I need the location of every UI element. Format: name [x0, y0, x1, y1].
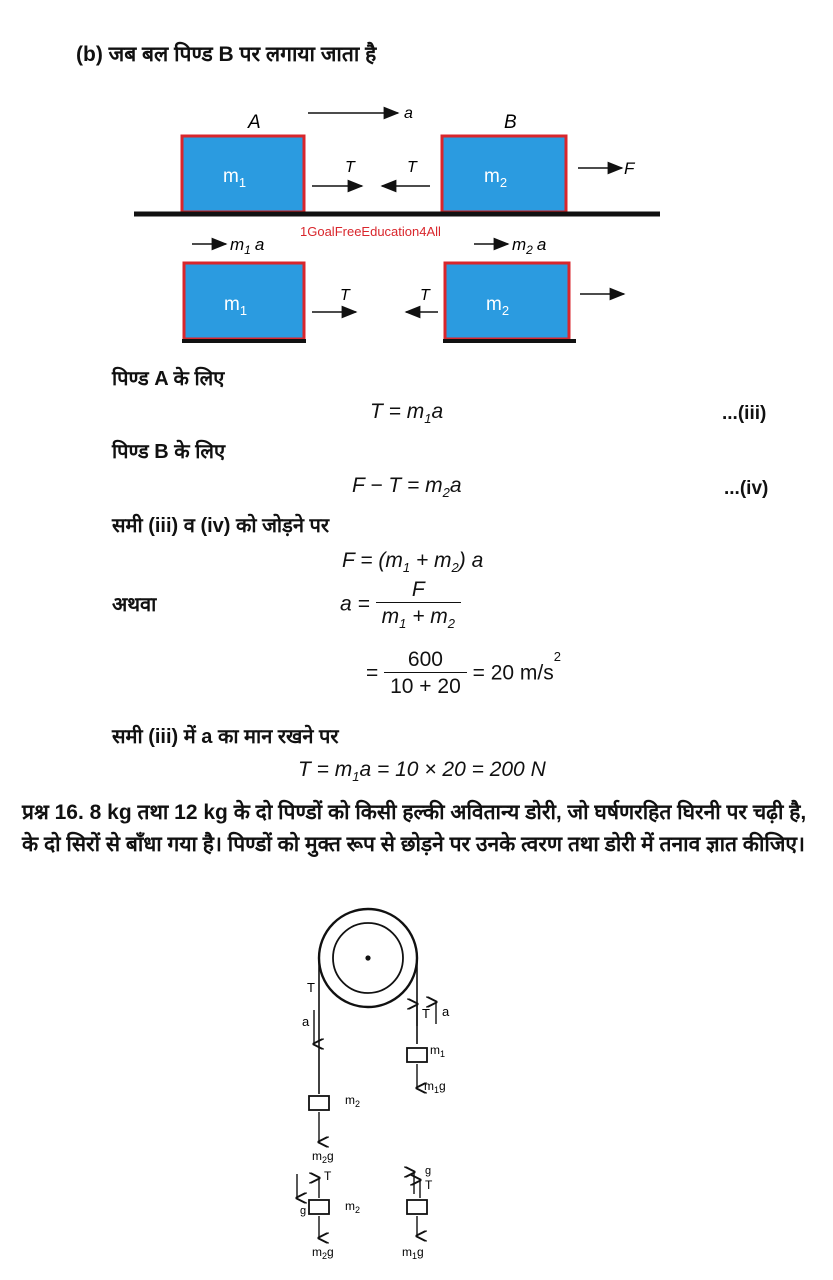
- block-m1: [182, 136, 304, 212]
- equation-accel-numerator: F: [411, 578, 425, 601]
- tension-label-1: T: [345, 159, 355, 176]
- part-heading: (b) जब बल पिण्ड B पर लगाया जाता है: [76, 43, 377, 66]
- equation-tension: $T = m_1a = 10 \times 20 = 200$ N: [298, 758, 546, 785]
- m2-weight-label: $m_2g$: [312, 1149, 334, 1165]
- equation-iv: $F - T = m_2a$: [352, 474, 462, 501]
- right-tension-label: T: [422, 1006, 430, 1021]
- equation-iii: $T = m_1a$: [370, 400, 444, 427]
- equation-sum: $F = (m_1 + m_2)$ a: [342, 549, 484, 576]
- fbd-left-tension-label: T: [324, 1169, 332, 1183]
- mass-m1-label: $m_1$: [430, 1043, 446, 1059]
- m2a-label: $m_2$ a: [512, 235, 547, 257]
- equation-iii-number: ...(iii): [722, 403, 767, 424]
- add-equations-label: समी (iii) व (iv) को जोड़ने पर: [112, 515, 330, 537]
- pulley-axle: [365, 955, 370, 960]
- fbd-block-m2: [445, 263, 569, 339]
- equation-iv-number: ...(iv): [724, 478, 769, 499]
- equation-accel-denominator: $m_1 + m_2$: [376, 602, 461, 631]
- watermark: 1GoalFreeEducation4All: [300, 224, 441, 239]
- fbd-block-m1: [184, 263, 304, 339]
- accel-label: a: [404, 105, 413, 122]
- force-label: F: [624, 159, 635, 178]
- fbd-mass-m1: [407, 1200, 427, 1214]
- fbd-mass-m2: [309, 1200, 329, 1214]
- body-B-label: पिण्ड B के लिए: [112, 441, 226, 463]
- fbd-tension-label-2: T: [420, 287, 430, 304]
- label-B: B: [504, 112, 517, 133]
- fbd-right-g-label: g: [425, 1165, 432, 1177]
- m1a-label: $m_1$ a: [230, 235, 265, 257]
- equation-accel: a = $\frac{F}{m_1 + m_2}$: [340, 578, 461, 631]
- or-label: अथवा: [112, 594, 157, 616]
- fbd-m2-weight-label: $m_2g$: [312, 1245, 334, 1261]
- right-accel-label: a: [442, 1004, 450, 1019]
- label-A: A: [248, 112, 261, 133]
- fbd-left-g-label: g: [300, 1205, 307, 1217]
- fbd-block-m2-label: $m_2$: [486, 294, 510, 318]
- two-block-figure: [130, 100, 670, 350]
- left-tension-label: T: [307, 980, 315, 995]
- fbd-mass-m2-label: $m_2$: [345, 1199, 361, 1215]
- block-m1-label: $m_1$: [223, 166, 247, 190]
- pulley-figure: [290, 906, 490, 1268]
- block-m2-label: $m_2$: [484, 166, 508, 190]
- mass-m1: [407, 1048, 427, 1062]
- fbd-m1-weight-label: $m_1g$: [402, 1245, 424, 1261]
- equation-accel-value: = $\frac{600}{10 + 20}$ = 20 $m/s^2$: [366, 648, 561, 698]
- fbd-right-tension-label: T: [425, 1178, 433, 1192]
- substitute-label: समी (iii) में a का मान रखने पर: [112, 726, 339, 748]
- fbd-block-m1-label: $m_1$: [224, 294, 248, 318]
- tension-label-2: T: [407, 159, 417, 176]
- question-text: 8 kg तथा 12 kg के दो पिण्डों को किसी हल्की अवितान्य डोरी, जो घर्षणरहित घिरनी पर चढ़ी है, के दो सिरों से बाँधा गया है। पिण्डों को मुक्त रूप से छोड़ने पर उनके त्वरण तथा डोरी में तनाव ज्ञात कीजिए।: [22, 801, 807, 856]
- m1-weight-label: $m_1g$: [424, 1079, 446, 1095]
- equation-accel-value-numerator: 600: [407, 648, 443, 671]
- left-accel-label: a: [302, 1014, 310, 1029]
- mass-m2-label: $m_2$: [345, 1093, 361, 1109]
- body-A-label: पिण्ड A के लिए: [112, 368, 225, 390]
- question-16: [22, 797, 812, 861]
- block-m2: [442, 136, 566, 212]
- mass-m2: [309, 1096, 329, 1110]
- equation-accel-value-denominator: 10 + 20: [384, 672, 467, 699]
- fbd-tension-label-1: T: [340, 287, 350, 304]
- question-number: प्रश्न 16.: [22, 801, 84, 824]
